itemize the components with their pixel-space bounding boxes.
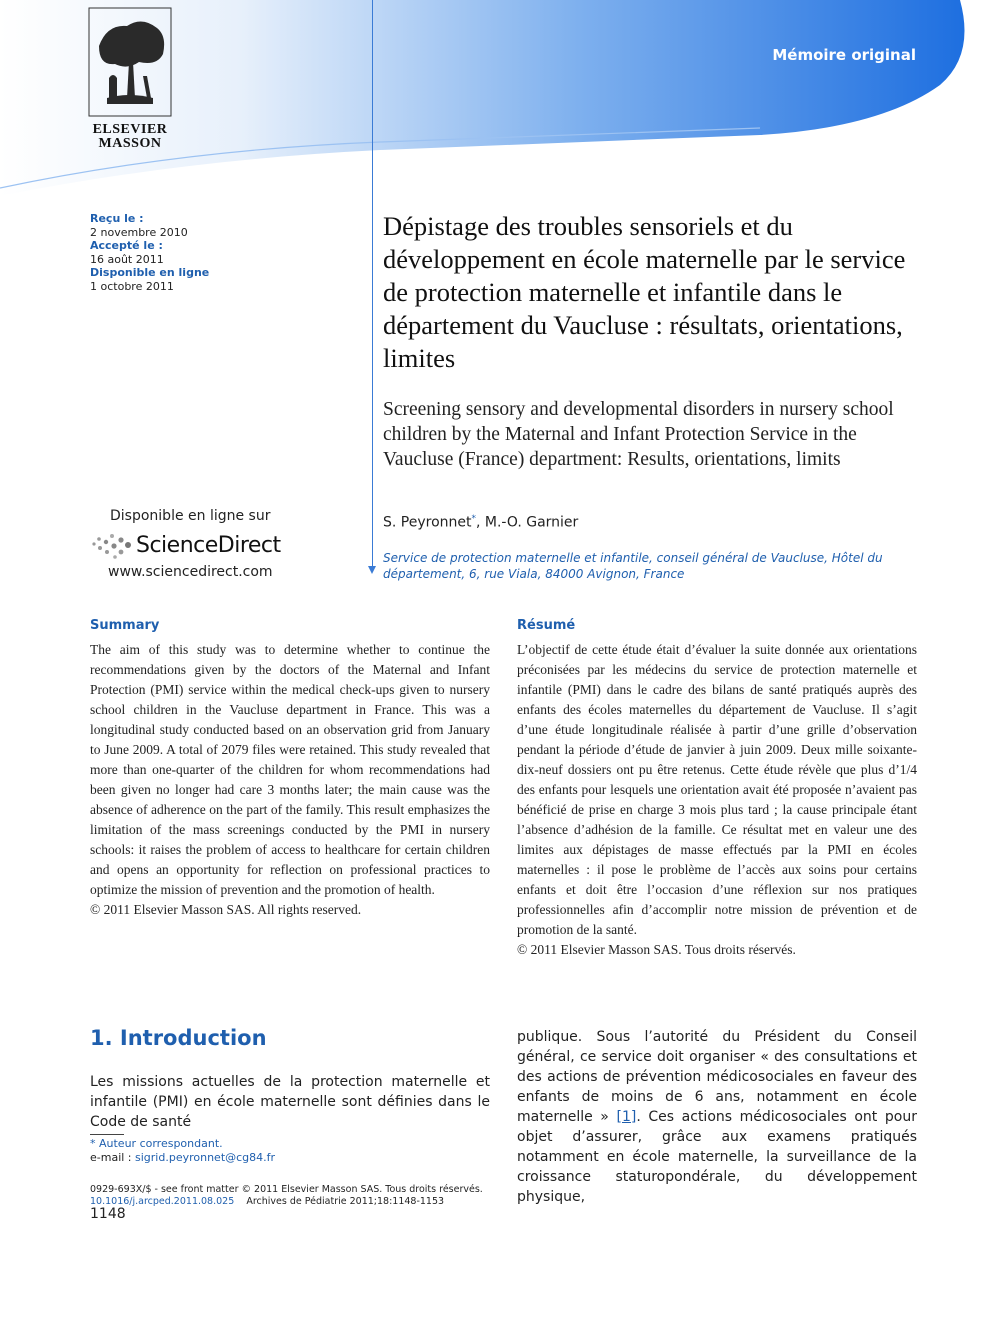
intro-paragraph-right xyxy=(517,1027,917,1207)
intro-text-part: . Ces actions médicosociales ont pour objet d’assurer, grâce aux examens pratiqués notamment en école maternelle, la surveillance de la croissance staturopondérale, du développement physique, xyxy=(517,1109,917,1205)
article-title-en: Screening sensory and developmental disorders in nursery school children by the Maternal and Infant Protection Service in the Vaucluse (France) department: Results, orientations, limits xyxy=(383,399,894,470)
article-title-fr: Dépistage des troubles sensoriels et du développement en école maternelle par le service de protection maternelle et infantile dans le département du Vaucluse : résultats, orientations, limites xyxy=(383,211,906,373)
publisher-name-line1: ELSEVIER xyxy=(92,122,168,137)
resume-copyright: © 2011 Elsevier Masson SAS. Tous droits réservés. xyxy=(517,942,796,957)
summary-copyright: © 2011 Elsevier Masson SAS. All rights reserved. xyxy=(90,902,362,917)
intro-text-part: publique. Sous l’autorité du Président du Conseil général, ce service doit organiser « des consultations et des actions de prévention médicosociales en faveur des enfants de moins de 6 ans, notamment en école maternelle » xyxy=(517,1029,917,1125)
vertical-rule xyxy=(372,0,373,572)
page-footer xyxy=(90,1184,483,1208)
sciencedirect-url[interactable]: www.sciencedirect.com xyxy=(108,564,273,580)
online-value: 1 octobre 2011 xyxy=(90,279,174,293)
section-heading-introduction: 1. Introduction xyxy=(90,1026,267,1050)
publisher-name-line2: MASSON xyxy=(98,136,162,151)
received-value: 2 novembre 2010 xyxy=(90,225,188,239)
journal-citation: Archives de Pédiatrie 2011;18:1148-1153 xyxy=(246,1196,445,1207)
corresponding-mark[interactable]: * xyxy=(471,514,476,524)
publisher-logo xyxy=(80,6,180,150)
author-name: , M.-O. Garnier xyxy=(476,514,579,531)
reference-link[interactable]: [1] xyxy=(616,1109,637,1125)
corresponding-author-note: * Auteur correspondant. xyxy=(90,1137,223,1150)
sciencedirect-wordmark: ScienceDirect xyxy=(136,533,281,558)
summary-heading: Summary xyxy=(90,618,160,633)
affiliation: Service de protection maternelle et infantile, conseil général de Vaucluse, Hôtel du département, 6, rue Viala, 84000 Avignon, France xyxy=(383,551,883,581)
article-type-label: Mémoire original xyxy=(772,46,916,64)
accepted-label: Accepté le : xyxy=(90,239,163,252)
page-number: 1148 xyxy=(90,1206,126,1222)
sciencedirect-logo-icon xyxy=(90,530,134,562)
doi-link[interactable]: 10.1016/j.arcped.2011.08.025 xyxy=(90,1196,235,1207)
summary-abstract xyxy=(90,640,490,920)
author-list xyxy=(383,514,578,531)
email-link[interactable]: sigrid.peyronnet@cg84.fr xyxy=(135,1151,276,1164)
resume-heading: Résumé xyxy=(517,618,576,633)
author-name: S. Peyronnet xyxy=(383,514,472,531)
issn-line: 0929-693X/$ - see front matter © 2011 Elsevier Masson SAS. Tous droits réservés. xyxy=(90,1184,483,1195)
article-dates xyxy=(90,212,209,293)
intro-paragraph-left: Les missions actuelles de la protection maternelle et infantile (PMI) en école maternelle sont définies dans le Code de santé xyxy=(90,1074,490,1130)
accepted-value: 16 août 2011 xyxy=(90,252,164,266)
footnote-rule xyxy=(90,1134,124,1135)
summary-text: The aim of this study was to determine whether to continue the recommendations given by the doctors of the Maternal and Infant Protection (PMI) service within the medical check-ups given to nursery school children in the Vaucluse department in France. This was a longitudinal study conducted based on an observation grid from January to June 2009. A total of 2079 files were retained. This study revealed that more than one-quarter of the children for whom recommendations had been given no longer had care 3 months later; the main cause was the absence of adherence on the part of the family. This result emphasizes the limitation of the mass screenings conducted by the PMI in nursery schools: it raises the problem of access to healthcare for certain children and opens an opportunity for reflection on professional practices to optimize the mission of prevention and the promotion of health. xyxy=(90,642,490,897)
received-label: Reçu le : xyxy=(90,212,144,225)
email-label: e-mail : xyxy=(90,1151,136,1164)
elsevier-tree-icon xyxy=(87,6,173,118)
online-label: Disponible en ligne xyxy=(90,266,210,279)
available-online-label: Disponible en ligne sur xyxy=(110,508,271,524)
resume-abstract xyxy=(517,640,917,960)
footnote xyxy=(90,1137,275,1165)
resume-text: L’objectif de cette étude était d’évaluer la suite donnée aux orientations préconisées par les médecins du service de protection maternelle et infantile (PMI) dans le cadre des bilans de santé pratiqués auprès des enfants des écoles maternelles du département de Vaucluse. Il s’agit d’une étude longitudinale réalisée à partir d’une grille d’observation pendant la période d’étude de janvier à juin 2009. Deux mille soixante-dix-neuf dossiers ont pu être retenus. Cette étude révèle que plus d’1/4 des enfants pour lesquels une orientation avait été proposée n’avaient pas bénéficié de prise en charge 3 mois plus tard ; la cause principale étant l’absence d’adhésion de la famille. Ce résultat met en valeur une des limites aux dépistages de masse effectués par la PMI en écoles maternelles : il pose le problème de l’accès aux soins pour certains enfants et doit être l’occasion d’une réflexion sur nos pratiques professionnelles afin d’accomplir notre mission de prévention et de promotion de la santé. xyxy=(517,642,917,937)
